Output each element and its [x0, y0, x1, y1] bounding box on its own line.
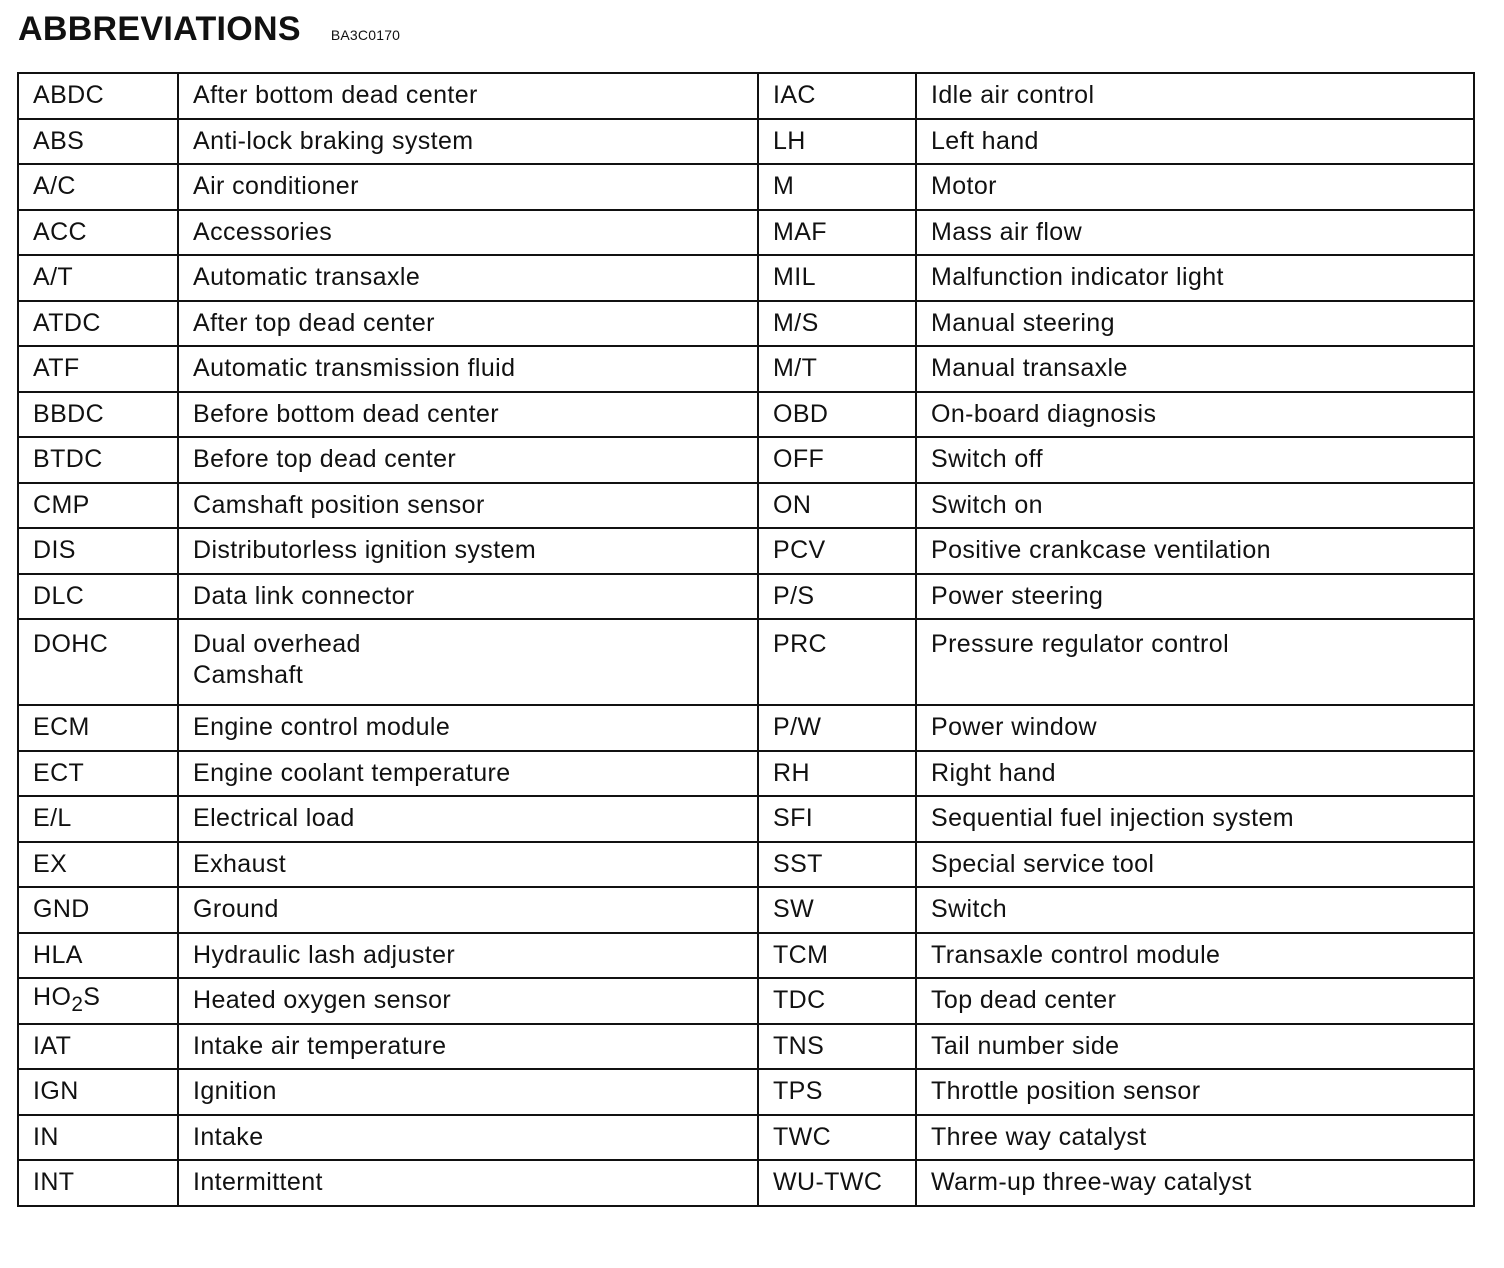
abbreviation-cell: IN [18, 1115, 178, 1161]
definition-cell: Sequential fuel injection system [916, 796, 1474, 842]
table-row [18, 978, 1474, 1024]
definition-cell [178, 619, 758, 705]
definition-line: Dual overhead [193, 630, 361, 658]
abbreviation-cell: OBD [758, 392, 916, 438]
abbreviation-cell: ECM [18, 705, 178, 751]
definition-cell: Right hand [916, 751, 1474, 797]
definition-cell: Motor [916, 164, 1474, 210]
definition-cell: Throttle position sensor [916, 1069, 1474, 1115]
table-row [18, 1115, 1474, 1161]
definition-cell: Transaxle control module [916, 933, 1474, 979]
definition-cell: Three way catalyst [916, 1115, 1474, 1161]
abbreviation-cell: BBDC [18, 392, 178, 438]
definition-cell: After bottom dead center [178, 73, 758, 119]
abbreviation-subscript: 2 [71, 992, 84, 1016]
abbreviation-cell: PCV [758, 528, 916, 574]
abbreviation-cell: IAT [18, 1024, 178, 1070]
abbreviation-cell: OFF [758, 437, 916, 483]
abbreviation-cell: HLA [18, 933, 178, 979]
definition-cell: Switch off [916, 437, 1474, 483]
definition-cell: Camshaft position sensor [178, 483, 758, 529]
abbreviation-cell: P/W [758, 705, 916, 751]
definition-cell: Automatic transmission fluid [178, 346, 758, 392]
abbreviation-cell: LH [758, 119, 916, 165]
definition-cell: Before top dead center [178, 437, 758, 483]
abbreviation-cell: MAF [758, 210, 916, 256]
definition-cell: Electrical load [178, 796, 758, 842]
definition-cell: Ignition [178, 1069, 758, 1115]
definition-cell: Intake air temperature [178, 1024, 758, 1070]
table-row [18, 73, 1474, 119]
abbreviations-table [17, 72, 1475, 1207]
abbreviation-cell: M/S [758, 301, 916, 347]
abbreviation-cell: SST [758, 842, 916, 888]
abbreviation-cell: DLC [18, 574, 178, 620]
definition-cell: Positive crankcase ventilation [916, 528, 1474, 574]
table-row [18, 164, 1474, 210]
definition-cell: Power window [916, 705, 1474, 751]
abbreviation-cell: IGN [18, 1069, 178, 1115]
abbreviation-cell: IAC [758, 73, 916, 119]
abbreviation-cell: EX [18, 842, 178, 888]
table-row [18, 346, 1474, 392]
abbreviation-cell: P/S [758, 574, 916, 620]
abbreviation-cell: ATF [18, 346, 178, 392]
definition-cell: Distributorless ignition system [178, 528, 758, 574]
definition-cell: Power steering [916, 574, 1474, 620]
abbreviation-cell: ON [758, 483, 916, 529]
definition-cell: Mass air flow [916, 210, 1474, 256]
table-row [18, 301, 1474, 347]
table-row [18, 437, 1474, 483]
abbreviation-cell: MIL [758, 255, 916, 301]
abbreviation-cell: TWC [758, 1115, 916, 1161]
abbreviation-text: HO [33, 982, 72, 1011]
table-row [18, 483, 1474, 529]
definition-cell: Heated oxygen sensor [178, 978, 758, 1024]
abbreviation-cell [18, 978, 178, 1024]
table-row [18, 933, 1474, 979]
definition-cell: Switch [916, 887, 1474, 933]
abbreviation-cell: ABDC [18, 73, 178, 119]
page-title: ABBREVIATIONS [18, 10, 301, 48]
definition-cell: Intake [178, 1115, 758, 1161]
definition-cell: Engine coolant temperature [178, 751, 758, 797]
definition-cell: Data link connector [178, 574, 758, 620]
abbreviation-cell: E/L [18, 796, 178, 842]
abbreviation-cell: WU-TWC [758, 1160, 916, 1206]
definition-cell: Top dead center [916, 978, 1474, 1024]
definition-cell: Exhaust [178, 842, 758, 888]
definition-cell: Automatic transaxle [178, 255, 758, 301]
abbreviation-cell: TCM [758, 933, 916, 979]
abbreviation-cell: DOHC [18, 619, 178, 705]
table-row [18, 1024, 1474, 1070]
definition-cell: Switch on [916, 483, 1474, 529]
definition-cell: Accessories [178, 210, 758, 256]
abbreviation-cell: TPS [758, 1069, 916, 1115]
table-row [18, 1160, 1474, 1206]
abbreviation-cell: INT [18, 1160, 178, 1206]
abbreviation-cell: GND [18, 887, 178, 933]
definition-cell: Tail number side [916, 1024, 1474, 1070]
definition-cell: Before bottom dead center [178, 392, 758, 438]
definition-cell: Anti-lock braking system [178, 119, 758, 165]
definition-cell: Warm-up three-way catalyst [916, 1160, 1474, 1206]
definition-cell: Malfunction indicator light [916, 255, 1474, 301]
definition-cell: Intermittent [178, 1160, 758, 1206]
abbreviation-cell: RH [758, 751, 916, 797]
definition-cell: Manual steering [916, 301, 1474, 347]
abbreviation-cell: A/C [18, 164, 178, 210]
table-row [18, 751, 1474, 797]
abbreviation-cell: ECT [18, 751, 178, 797]
abbreviation-cell: BTDC [18, 437, 178, 483]
abbreviation-cell: M [758, 164, 916, 210]
abbreviation-cell: A/T [18, 255, 178, 301]
abbreviation-cell: ATDC [18, 301, 178, 347]
abbreviation-cell: TDC [758, 978, 916, 1024]
abbreviation-cell: M/T [758, 346, 916, 392]
abbreviation-cell: SW [758, 887, 916, 933]
definition-cell: On-board diagnosis [916, 392, 1474, 438]
abbreviation-cell: ABS [18, 119, 178, 165]
abbreviation-cell: PRC [758, 619, 916, 705]
table-row [18, 119, 1474, 165]
table-row [18, 392, 1474, 438]
definition-cell: Air conditioner [178, 164, 758, 210]
abbreviation-cell: CMP [18, 483, 178, 529]
table-row [18, 528, 1474, 574]
table-row [18, 796, 1474, 842]
definition-cell: Manual transaxle [916, 346, 1474, 392]
definition-cell: Idle air control [916, 73, 1474, 119]
table-row [18, 255, 1474, 301]
abbreviation-cell: ACC [18, 210, 178, 256]
definition-cell: After top dead center [178, 301, 758, 347]
definition-line: Camshaft [193, 661, 304, 689]
document-code: BA3C0170 [330, 27, 401, 43]
abbreviation-cell: SFI [758, 796, 916, 842]
table-row [18, 705, 1474, 751]
definition-cell: Left hand [916, 119, 1474, 165]
definition-cell: Hydraulic lash adjuster [178, 933, 758, 979]
definition-cell: Engine control module [178, 705, 758, 751]
definition-cell: Special service tool [916, 842, 1474, 888]
abbreviation-text: S [83, 982, 101, 1011]
table-row [18, 210, 1474, 256]
table-row [18, 619, 1474, 705]
definition-cell: Ground [178, 887, 758, 933]
abbreviation-cell: DIS [18, 528, 178, 574]
table-row [18, 574, 1474, 620]
page-header [18, 10, 400, 49]
table-row [18, 842, 1474, 888]
table-row [18, 887, 1474, 933]
definition-cell: Pressure regulator control [916, 619, 1474, 705]
abbreviation-cell: TNS [758, 1024, 916, 1070]
table-row [18, 1069, 1474, 1115]
